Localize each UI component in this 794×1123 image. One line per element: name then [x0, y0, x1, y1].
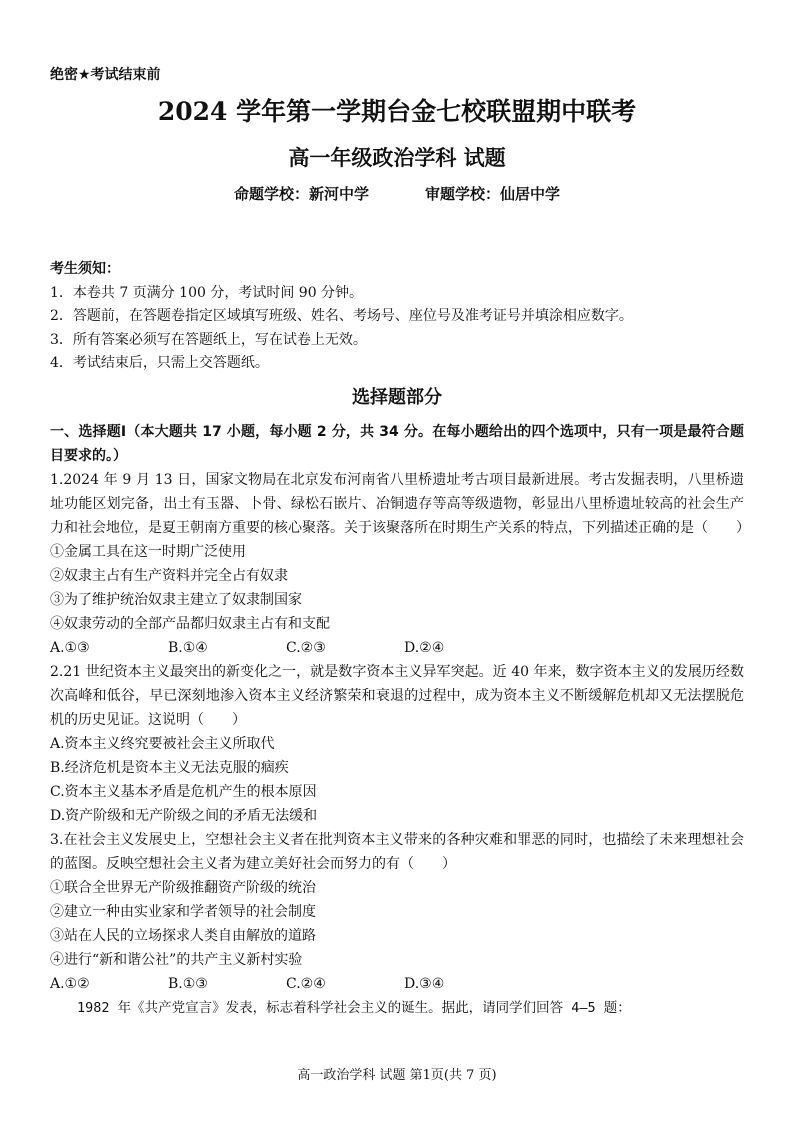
question-3-statement: ③站在人民的立场探求人类自由解放的道路	[50, 928, 316, 944]
question-3-option-c: C.②④	[286, 976, 326, 992]
question-4-5-intro: 1982 年《共产党宣言》发表，标志着科学社会主义的诞生。据此，请同学们回答 4—5 题：	[77, 1000, 631, 1016]
question-1-option-b: B.①④	[168, 640, 208, 656]
question-1-statement: ③为了维护统治奴隶主建立了奴隶制国家	[50, 592, 302, 608]
notice-item: 1．本卷共 7 页满分 100 分，考试时间 90 分钟。	[50, 284, 364, 301]
secret-label: 绝密★考试结束前	[50, 67, 161, 83]
question-1-statement: ②奴隶主占有生产资料并完全占有奴隶	[50, 568, 288, 584]
question-2-choice-b: B.经济危机是资本主义无法克服的痼疾	[50, 760, 289, 776]
school-info	[0, 183, 794, 204]
exam-title: 2024 学年第一学期台金七校联盟期中联考	[157, 97, 637, 126]
question-body	[50, 420, 750, 1020]
page-footer: 高一政治学科 试题 第1页(共 7 页)	[297, 1068, 497, 1083]
question-3-statement: ②建立一种由实业家和学者领导的社会制度	[50, 904, 316, 920]
notice-item: 3．所有答案必须写在答题纸上，写在试卷上无效。	[50, 331, 367, 348]
question-3-statement: ①联合全世界无产阶级推翻资产阶级的统治	[50, 880, 316, 896]
question-2-choice-c: C.资本主义基本矛盾是危机产生的根本原因	[50, 784, 317, 800]
question-1-statement: ④奴隶劳动的全部产品都归奴隶主占有和支配	[50, 616, 330, 632]
question-3-option-d: D.③④	[404, 976, 445, 992]
question-1-stem: 1.2024 年 9 月 13 日，国家文物局在北京发布河南省八里桥遗址考古项目最新进展。考古发掘表明，八里桥遗址功能区划完备，出土有玉器、卜骨、绿松石嵌片、冶铜遗存等高等级遗物，彰显出八里桥遗址较高的社会生产力和社会地位，是夏王朝南方重要的核心聚落。关于该聚落所在时期生产关系的特点，下列描述正确的是（ ）	[50, 472, 750, 536]
question-3-options	[50, 972, 744, 996]
question-2-choice-d: D.资产阶级和无产阶级之间的矛盾无法缓和	[50, 808, 318, 824]
setter-school: 命题学校：新河中学	[233, 185, 369, 203]
question-3-statement: ④进行“新和谐公社”的共产主义新村实验	[50, 952, 303, 968]
question-1-option-c: C.②③	[286, 640, 326, 656]
question-2-choice-a: A.资本主义终究要被社会主义所取代	[50, 736, 275, 752]
question-3-stem: 3.在社会主义发展史上，空想社会主义者在批判资本主义带来的各种灾难和罪恶的同时，也描绘了未来理想社会的蓝图。反映空想社会主义者为建立美好社会而努力的有（ ）	[50, 832, 744, 872]
question-1-option-d: D.②④	[404, 640, 445, 656]
question-1-statement: ①金属工具在这一时期广泛使用	[50, 544, 246, 560]
part-instruction: 一、选择题Ⅰ（本大题共 17 小题，每小题 2 分，共 34 分。在每小题给出的四个选项中，只有一项是最符合题目要求的。）	[50, 424, 744, 464]
exam-subtitle: 高一年级政治学科 试题	[288, 145, 506, 170]
question-1-options	[50, 636, 744, 660]
question-2-stem: 2.21 世纪资本主义最突出的新变化之一，就是数字资本主义异军突起。近 40 年来，数字资本主义的发展历经数次高峰和低谷，早已深刻地渗入资本主义经济繁荣和衰退的过程中，成为资本主义不断缓解危机却又无法摆脱危机的历史见证。这说明（ ）	[50, 664, 744, 728]
question-3-option-b: B.①③	[168, 976, 208, 992]
candidate-notice	[50, 258, 750, 376]
notice-item: 2．答题前，在答题卷指定区域填写班级、姓名、考场号、座位号及准考证号并填涂相应数字。	[50, 308, 633, 324]
notice-heading: 考生须知：	[50, 261, 120, 277]
notice-item: 4．考试结束后，只需上交答题纸。	[50, 355, 269, 371]
reviewer-school: 审题学校：仙居中学	[425, 185, 561, 203]
question-1-option-a: A.①③	[50, 640, 90, 656]
section-title: 选择题部分	[352, 387, 442, 408]
question-3-option-a: A.①②	[50, 976, 90, 992]
